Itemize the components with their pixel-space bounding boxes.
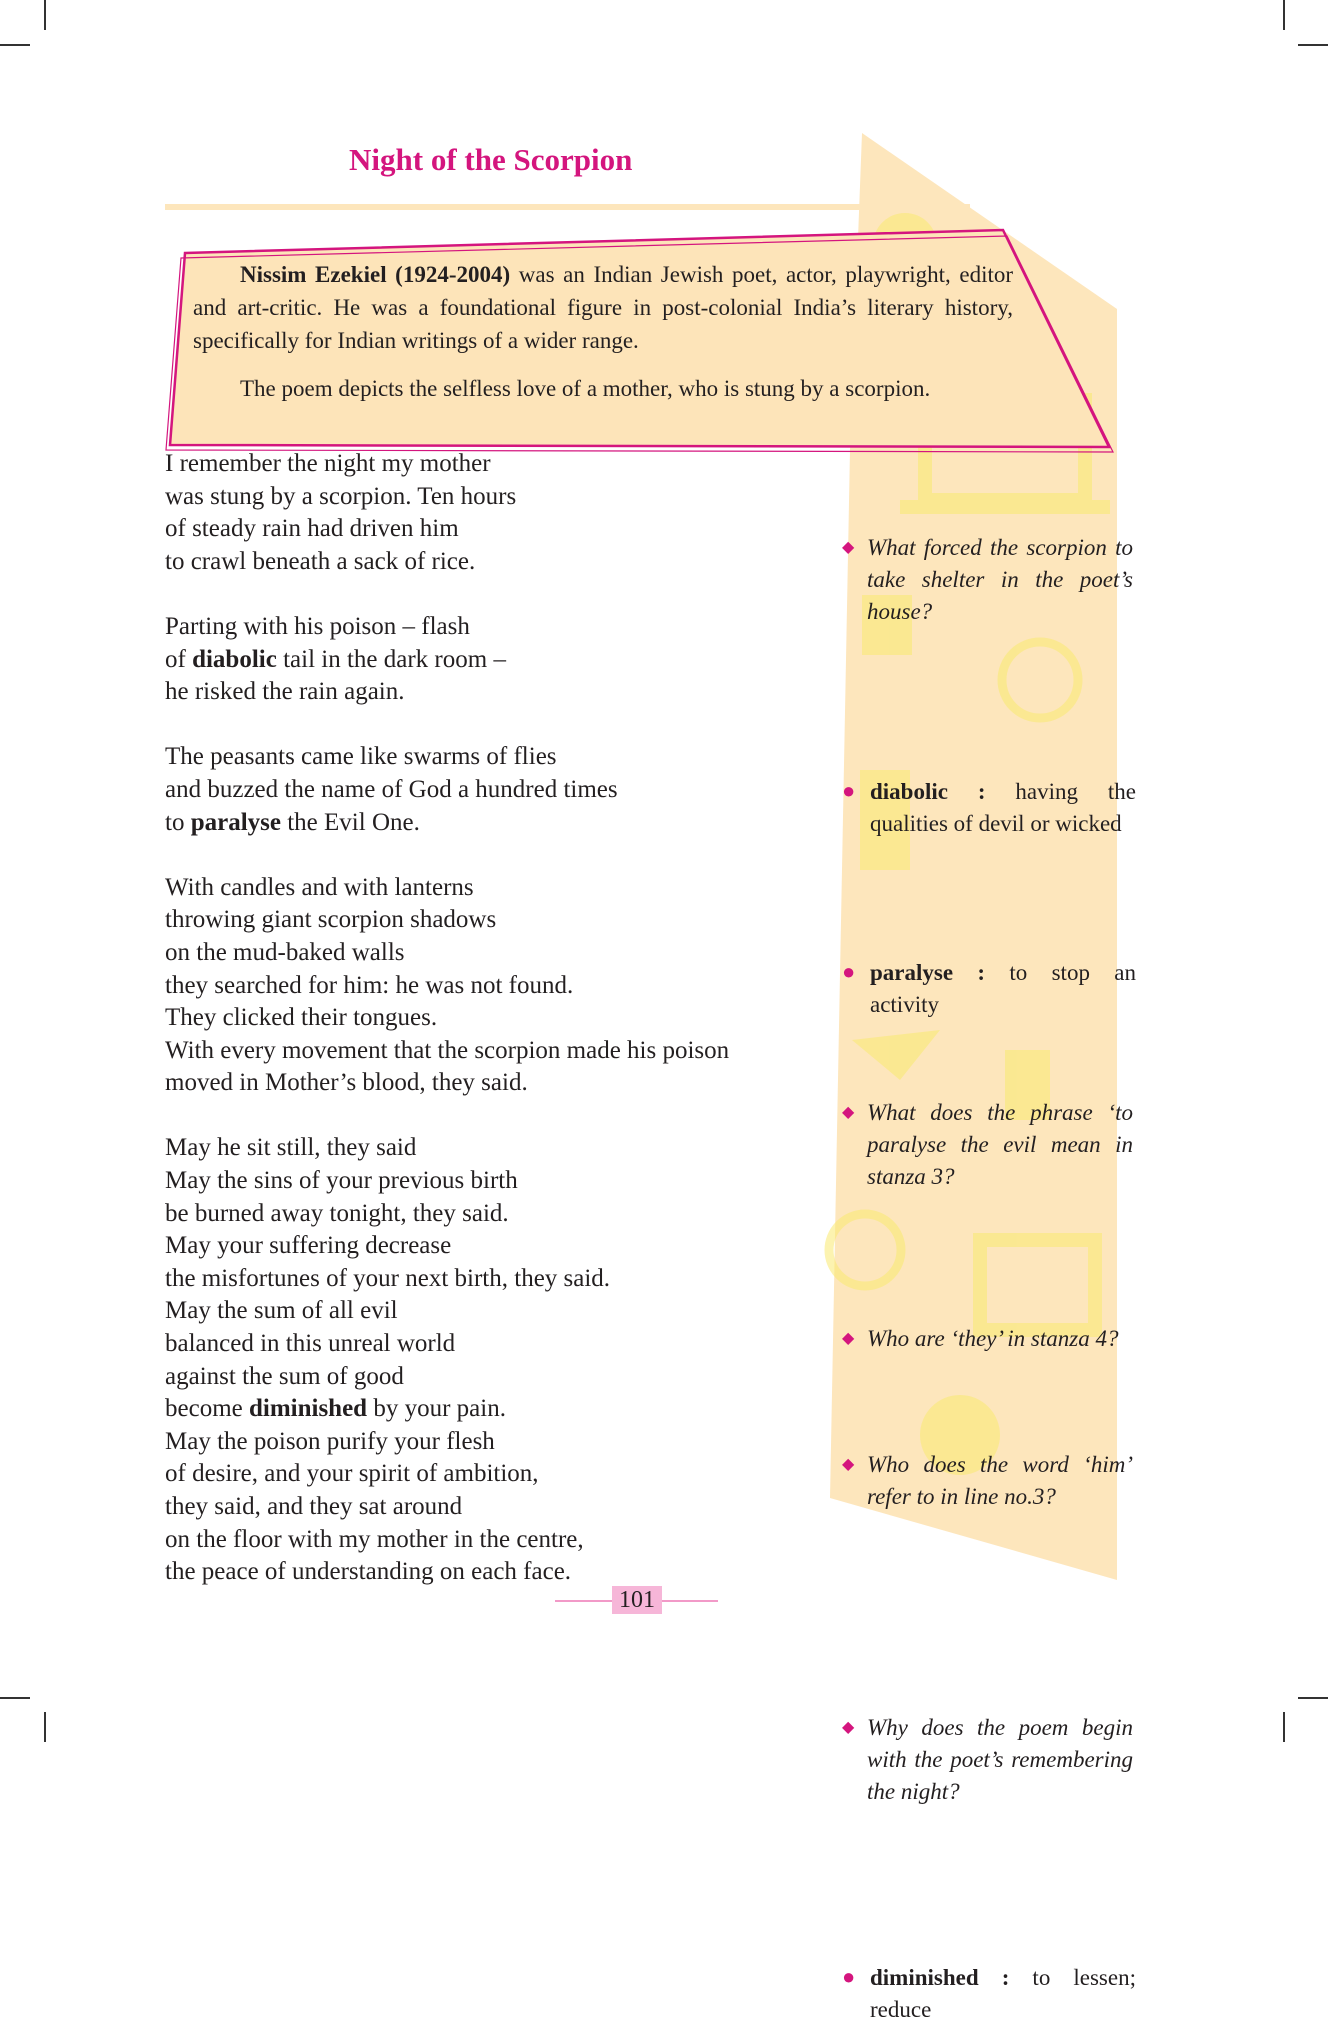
text: by your pain. [367, 1395, 506, 1423]
poem-line: I remember the night my mother [165, 450, 491, 477]
poem-line: he risked the rain again. [165, 678, 405, 706]
diamond-bullet-icon: ◆ [842, 539, 855, 556]
poem-line: With every movement that the scorpion made his poison [165, 1036, 730, 1064]
question-text: Why does the poem begin with the poet’s remembering the night? [867, 1715, 1133, 1804]
diamond-bullet-icon: ◆ [842, 1456, 855, 1473]
poem-line: of steady rain had driven him [165, 515, 459, 543]
question-text: Who are ‘they’ in stanza 4? [867, 1326, 1119, 1351]
poem-line: With candles and with lanterns [165, 873, 474, 901]
title-underline [165, 204, 970, 210]
intro-bio [193, 258, 1013, 357]
poem-line: throwing giant scorpion shadows [165, 906, 497, 934]
glossary-term: diabolic : [870, 779, 986, 804]
author-bio: was an Indian Jewish poet, actor, playwright, editor and art-critic. He was a foundational figure in post-colonial India’s literary history, specifically for Indian writings of a wider range. [193, 262, 1014, 353]
poem-line: May the sum of all evil [165, 1297, 398, 1325]
sidebar-question [836, 1323, 1133, 1355]
poem-line: they searched for him: he was not found. [165, 971, 574, 999]
sidebar-question [836, 1097, 1133, 1193]
poem-line: was stung by a scorpion. Ten hours [165, 482, 517, 510]
poem-line: balanced in this unreal world [165, 1330, 456, 1358]
text: become [165, 1395, 249, 1423]
sidebar-question [836, 1449, 1133, 1513]
poem-line: May the sins of your previous birth [165, 1167, 518, 1195]
glossary-word: paralyse [190, 808, 281, 836]
laptop-base-icon [900, 500, 1110, 514]
poem-line: May he sit still, they said [165, 1134, 417, 1162]
sidebar-question [836, 1712, 1133, 1808]
intro-summary: The poem depicts the selfless love of a mother, who is stung by a scorpion. [240, 376, 931, 401]
glossary-term: paralyse : [870, 960, 986, 985]
poem-line: the misfortunes of your next birth, they said. [165, 1264, 611, 1292]
poem-line [165, 644, 805, 677]
glossary-definition: to stop an activity [870, 960, 1136, 1017]
diamond-bullet-icon: ◆ [842, 1719, 855, 1736]
stanza-1 [165, 448, 805, 578]
intro-summary-block [193, 372, 1013, 405]
dot-bullet-icon: ● [842, 959, 856, 984]
diamond-bullet-icon: ◆ [842, 1104, 855, 1121]
text: the Evil One. [280, 808, 420, 836]
poem-line [165, 807, 805, 840]
poem-line: the peace of understanding on each face. [165, 1558, 572, 1586]
stanza-5 [165, 1132, 805, 1588]
poem-line: to crawl beneath a sack of rice. [165, 547, 476, 575]
poem-line: May your suffering decrease [165, 1232, 452, 1260]
glossary-entry [836, 957, 1136, 1021]
poem-line: on the mud-baked walls [165, 938, 405, 966]
poem-line: of desire, and your spirit of ambition, [165, 1460, 539, 1488]
question-text: What does the phrase ‘to paralyse the evil mean in stanza 3? [867, 1100, 1133, 1189]
poem-line [165, 1393, 805, 1426]
diamond-bullet-icon: ◆ [842, 1330, 855, 1347]
glossary-entry [836, 776, 1136, 840]
sidebar-question [836, 532, 1133, 628]
poem-line: Parting with his poison – flash [165, 612, 470, 640]
poem-line: They clicked their tongues. [165, 1004, 438, 1032]
poem-line: on the floor with my mother in the centre, [165, 1525, 584, 1553]
author-name: Nissim Ezekiel (1924-2004) [240, 262, 511, 287]
glossary-term: diminished : [870, 1965, 1010, 1990]
poem-line: be burned away tonight, they said. [165, 1199, 509, 1227]
stanza-3 [165, 741, 805, 839]
dot-bullet-icon: ● [842, 1964, 856, 1989]
glossary-definition: to lessen; reduce [870, 1965, 1136, 2022]
page-number: 101 [612, 1586, 662, 1614]
glossary-entry [836, 1962, 1136, 2026]
stanza-2 [165, 611, 805, 709]
question-text: What forced the scorpion to take shelter in the poet’s house? [867, 535, 1133, 624]
text: to [165, 808, 191, 836]
text: of [165, 645, 193, 673]
poem-line: The peasants came like swarms of flies [165, 743, 557, 771]
text: tail in the dark room – [276, 645, 506, 673]
page-title: Night of the Scorpion [349, 142, 633, 177]
question-text: Who does the word ‘him’ refer to in line no.3? [867, 1452, 1133, 1509]
poem-line: May the poison purify your flesh [165, 1427, 495, 1455]
stanza-4 [165, 872, 805, 1100]
glossary-word: diabolic [192, 645, 277, 673]
poem [165, 448, 805, 1621]
poem-line: and buzzed the name of God a hundred times [165, 775, 618, 803]
poem-line: they said, and they sat around [165, 1493, 463, 1520]
dot-bullet-icon: ● [842, 778, 856, 803]
glossary-definition: having the qualities of devil or wicked [870, 779, 1136, 836]
glossary-word: diminished [248, 1395, 368, 1423]
poem-line: moved in Mother’s blood, they said. [165, 1069, 528, 1097]
poem-line: against the sum of good [165, 1362, 404, 1390]
